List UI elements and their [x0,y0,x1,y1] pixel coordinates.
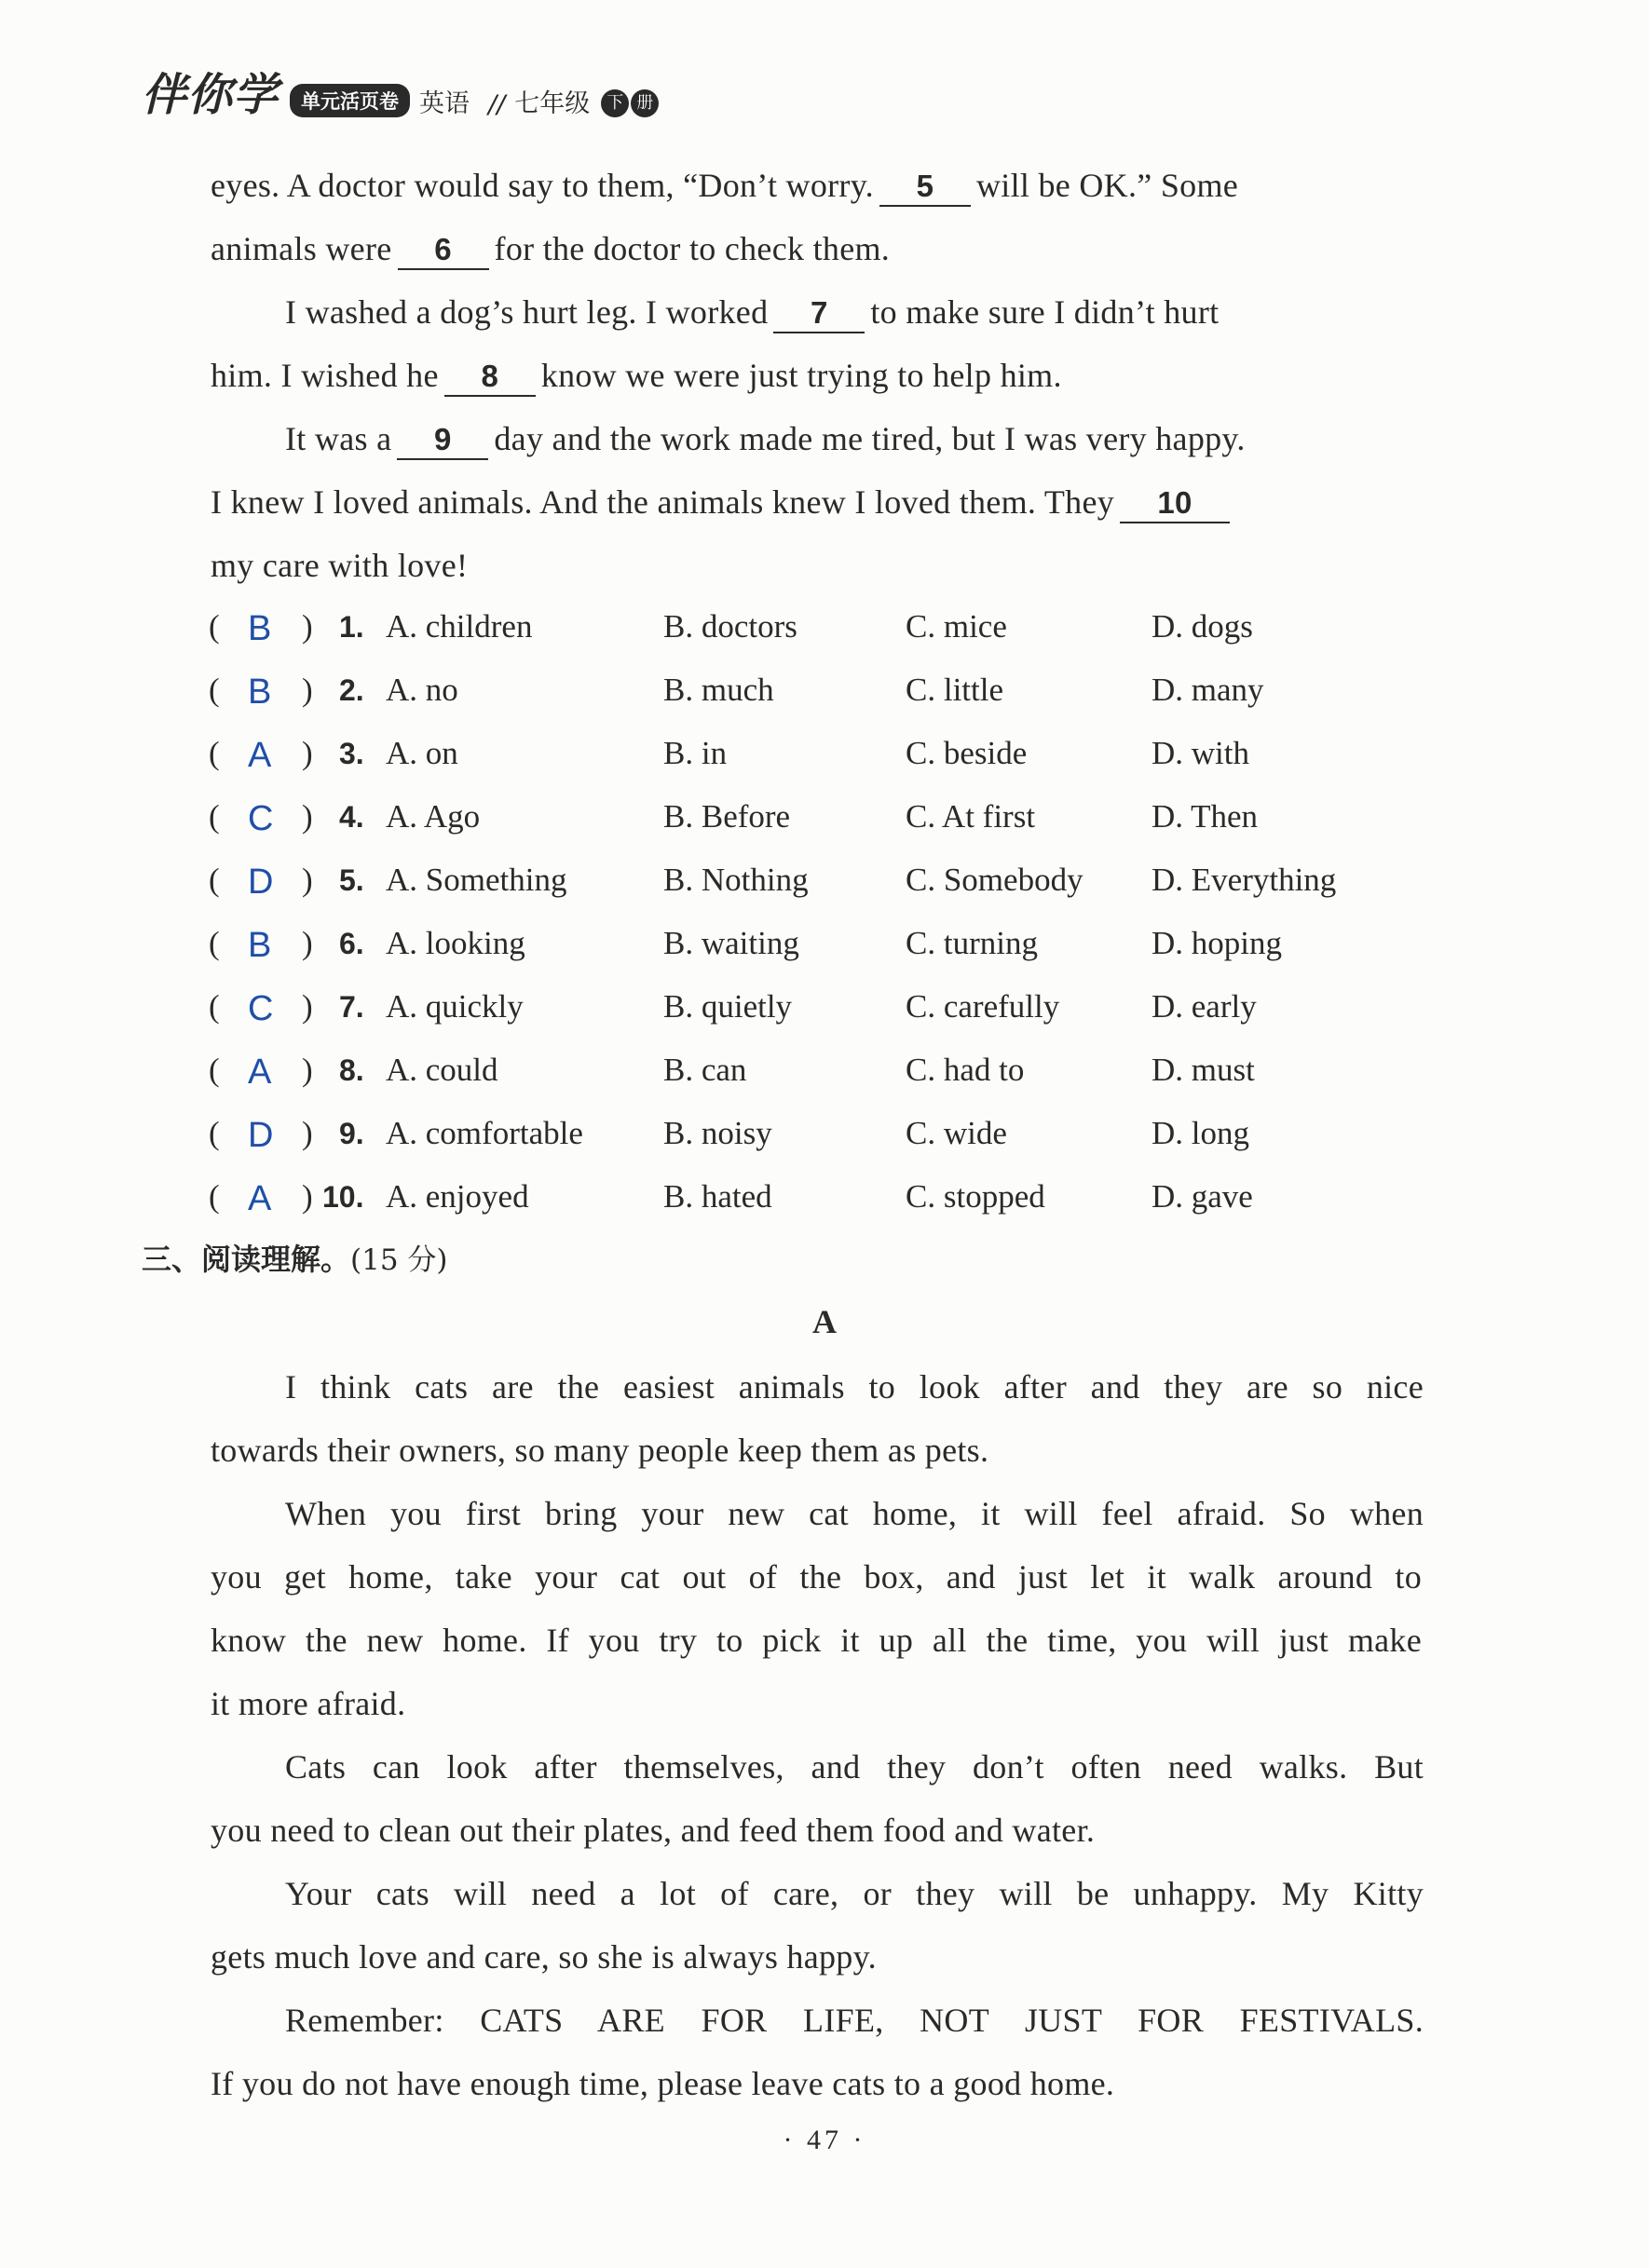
option-d: D. Everything [1152,862,1337,898]
reading-line: you need to clean out their plates, and feed them food and water. [211,1812,1096,1849]
cloze-line-1: eyes. A doctor would say to them, “Don’t worry. 5 will be OK.” Some [211,165,1422,207]
cloze-line-2: animals were 6 for the doctor to check them. [211,228,1422,270]
cloze-blank-7: 7 [773,294,865,333]
reading-line: Cats can look after themselves, and they don’t often need walks. But [285,1748,1424,1786]
cloze-blank-5: 5 [879,168,971,207]
cloze-blank-10: 10 [1120,484,1230,523]
cloze-line-4: him. I wished he 8 know we were just trying to help him. [211,355,1422,397]
reading-line: you get home, take your cat out of the box, and just let it walk around to [211,1558,1422,1596]
option-b: B. quietly [663,988,793,1025]
grade-label: 七年级 [514,89,591,118]
question-row: ( C ) 4. A. Ago B. Before C. At first D. Then [209,794,1457,840]
option-a: A. Ago [386,798,481,835]
option-d: D. many [1152,672,1264,708]
question-number: 4. [339,800,364,834]
reading-line: If you do not have enough time, please leave cats to a good home. [211,2065,1115,2102]
cloze-blank-6: 6 [398,231,489,270]
question-number: 9. [339,1117,364,1150]
reading-line: Remember: CATS ARE FOR LIFE, NOT JUST FOR FESTIVALS. [285,2002,1424,2039]
reading-line: towards their owners, so many people keep them as pets. [211,1432,989,1469]
question-row: ( B ) 2. A. no B. much C. little D. many [209,667,1457,713]
option-a: A. looking [386,925,525,961]
option-a: A. on [386,735,458,771]
reading-line: I think cats are the easiest animals to look after and they are so nice [285,1368,1424,1406]
series-badge: 单元活页卷 [290,84,410,117]
option-b: B. hated [663,1178,772,1215]
answer-mark: A [248,1179,272,1218]
question-row: ( D ) 5. A. Something B. Nothing C. Somebody D. Everything [209,857,1457,903]
option-d: D. early [1152,988,1257,1025]
question-number: 2. [339,673,364,707]
answer-mark: C [248,989,274,1028]
answer-mark: D [248,1116,274,1155]
option-a: A. quickly [386,988,524,1025]
section-heading: 三、阅读理解。(15 分) [142,1242,448,1277]
option-d: D. dogs [1152,608,1253,645]
answer-mark: C [248,799,274,838]
option-c: C. At first [906,798,1036,835]
reading-line: it more afraid. [211,1685,406,1722]
volume-suffix-badge: 册 [631,89,659,117]
option-c: C. beside [906,735,1028,771]
option-b: B. doctors [663,608,797,645]
option-a: A. comfortable [386,1115,583,1151]
option-c: C. carefully [906,988,1060,1025]
question-row: ( D ) 9. A. comfortable B. noisy C. wide D. long [209,1110,1457,1157]
question-number: 3. [339,737,364,770]
section-points: (15 分) [350,1243,448,1277]
question-row: ( B ) 1. A. children B. doctors C. mice D. dogs [209,604,1457,650]
option-d: D. hoping [1152,925,1282,961]
option-b: B. noisy [663,1115,772,1151]
option-d: D. Then [1152,798,1259,835]
option-c: C. little [906,672,1003,708]
option-b: B. in [663,735,728,771]
option-b: B. waiting [663,925,799,961]
page-number: · 47 · [783,2125,866,2155]
question-row: ( B ) 6. A. looking B. waiting C. turning D. hoping [209,920,1457,967]
option-a: A. enjoyed [386,1178,529,1215]
question-number: 5. [339,863,364,897]
option-d: D. long [1152,1115,1249,1151]
answer-mark: B [248,926,272,965]
question-number: 10. [322,1180,364,1214]
cloze-line-3: I washed a dog’s hurt leg. I worked 7 to make sure I didn’t hurt [285,292,1424,333]
reading-line: gets much love and care, so she is always happy. [211,1938,877,1976]
question-number: 1. [339,610,364,644]
question-row: ( C ) 7. A. quickly B. quietly C. carefully D. early [209,984,1457,1030]
option-d: D. must [1152,1052,1255,1088]
option-d: D. gave [1152,1178,1253,1215]
option-b: B. Nothing [663,862,809,898]
answer-mark: A [248,736,272,775]
option-c: C. had to [906,1052,1025,1088]
brand-title: 伴你学 [142,69,279,121]
reading-line: Your cats will need a lot of care, or they will be unhappy. My Kitty [285,1875,1424,1912]
cloze-blank-8: 8 [444,358,536,397]
option-c: C. stopped [906,1178,1045,1215]
question-row: ( A ) 8. A. could B. can C. had to D. must [209,1047,1457,1093]
reading-line: When you first bring your new cat home, it will feel afraid. So when [285,1495,1424,1532]
option-c: C. turning [906,925,1038,961]
option-c: C. mice [906,608,1007,645]
question-row: ( A ) 10. A. enjoyed B. hated C. stopped D. gave [209,1174,1457,1220]
cloze-line-5: It was a 9 day and the work made me tired, but I was very happy. [285,418,1424,460]
answer-mark: A [248,1053,272,1092]
passage-label: A [812,1303,837,1340]
subject-label: 英语 [419,89,470,118]
option-b: B. Before [663,798,791,835]
cloze-line-7: my care with love! [211,547,469,584]
option-a: A. children [386,608,533,645]
question-number: 7. [339,990,364,1024]
cloze-line-6: I knew I loved animals. And the animals knew I loved them. They 10 [211,482,1422,523]
option-b: B. much [663,672,774,708]
option-a: A. Something [386,862,567,898]
page-header [142,58,659,123]
option-c: C. Somebody [906,862,1083,898]
question-number: 6. [339,927,364,960]
header-separator: // [488,90,506,119]
option-c: C. wide [906,1115,1007,1151]
question-number: 8. [339,1053,364,1087]
option-b: B. can [663,1052,747,1088]
answer-mark: B [248,609,272,648]
question-row: ( A ) 3. A. on B. in C. beside D. with [209,730,1457,777]
volume-badge: 下 [601,89,629,117]
option-a: A. could [386,1052,498,1088]
option-d: D. with [1152,735,1249,771]
answer-mark: D [248,862,274,902]
reading-line: know the new home. If you try to pick it up all the time, you will just make [211,1622,1422,1659]
cloze-blank-9: 9 [397,421,488,460]
answer-mark: B [248,672,272,712]
option-a: A. no [386,672,458,708]
